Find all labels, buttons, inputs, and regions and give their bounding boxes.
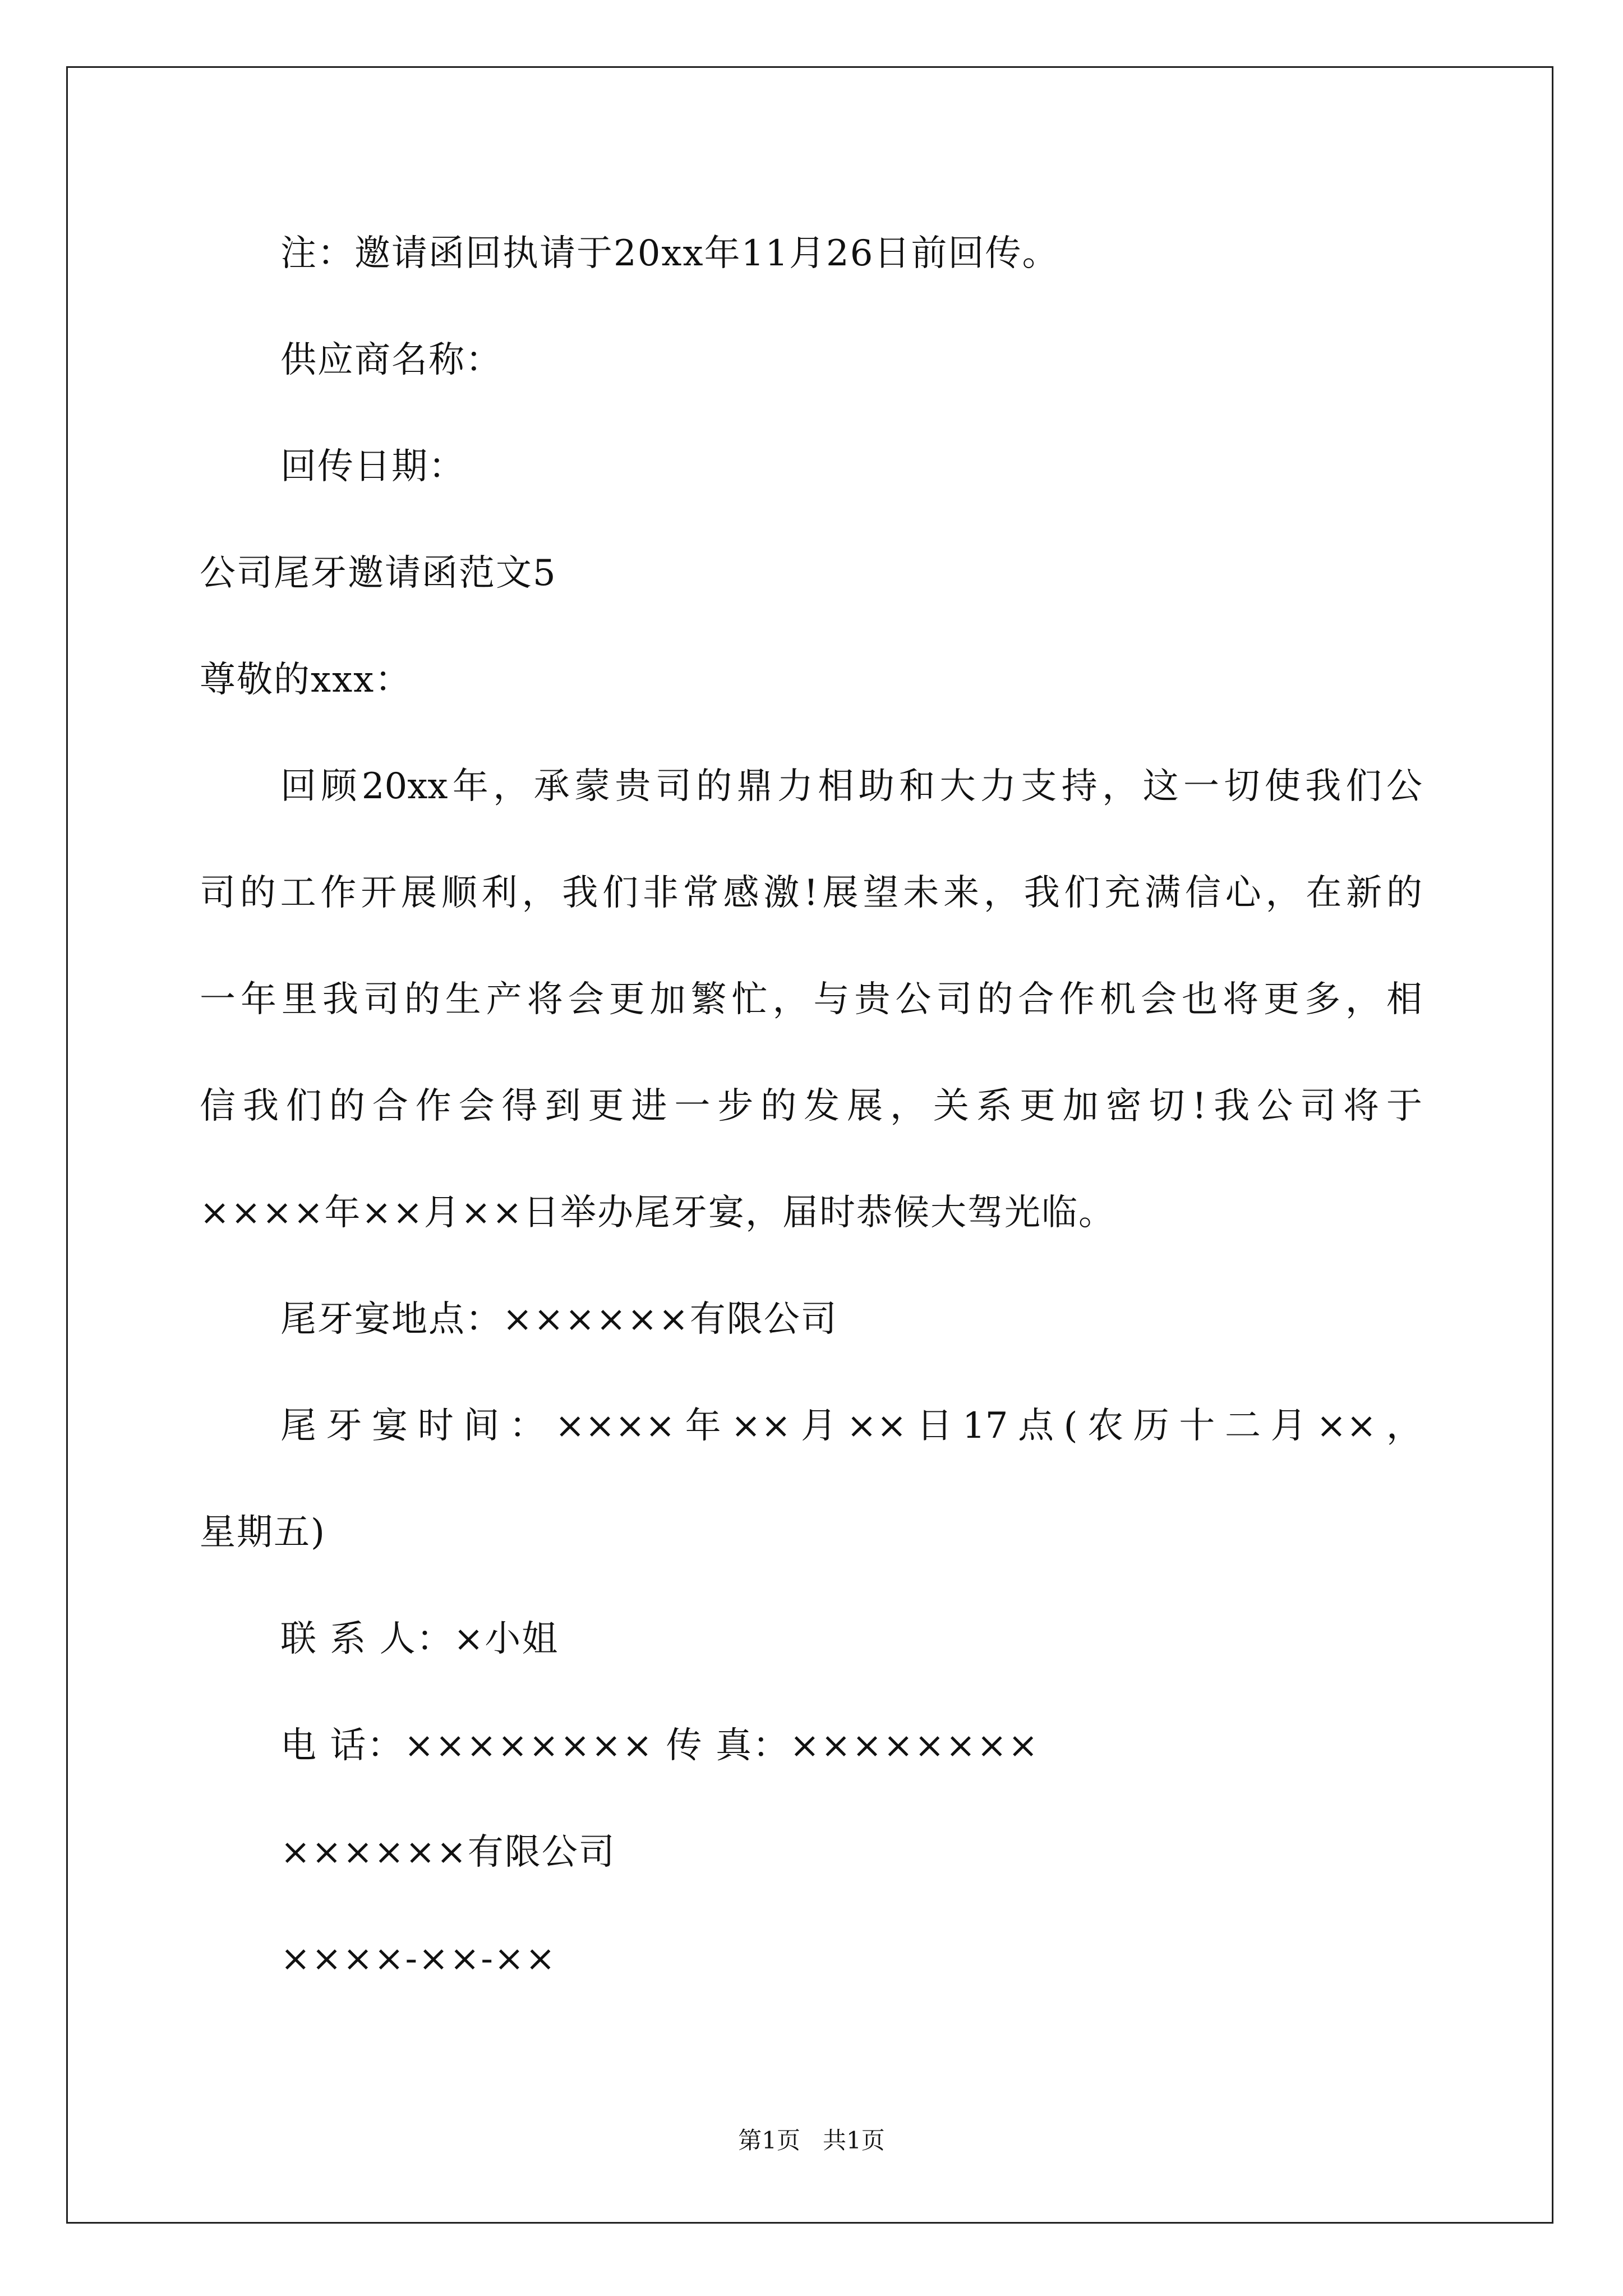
supplier-name-line: 供应商名称： [280, 339, 502, 381]
page-number-footer: 第1页 共1页 [738, 2127, 885, 2154]
company-signature: ××××××有限公司 [280, 1832, 616, 1873]
return-date-line: 回传日期： [280, 446, 465, 487]
body-paragraph-line-3: 一年里我司的生产将会更加繁忙，与贵公司的合作机会也将更多，相 [200, 979, 1422, 1020]
phone-fax-line: 电 话：×××××××× 传 真：×××××××× [280, 1725, 1040, 1766]
contact-line: 联 系 人：×小姐 [280, 1618, 559, 1660]
time-line-continued: 星期五) [200, 1512, 326, 1553]
body-paragraph-line-5: ××××年××月××日举办尾牙宴，届时恭候大驾光临。 [200, 1192, 1115, 1234]
body-paragraph-line-4: 信我们的合作会得到更进一步的发展，关系更加密切!我公司将于 [200, 1085, 1422, 1127]
time-line: 尾牙宴时间：××××年××月××日17点(农历十二月××， [280, 1405, 1422, 1447]
section-heading: 公司尾牙邀请函范文5 [200, 553, 557, 594]
page-border [66, 66, 1553, 2224]
body-paragraph-line-2: 司的工作开展顺利，我们非常感激!展望未来，我们充满信心，在新的 [200, 872, 1422, 914]
body-paragraph-line-1: 回顾20xx年，承蒙贵司的鼎力相助和大力支持，这一切使我们公 [280, 766, 1422, 807]
note-line: 注：邀请函回执请于20xx年11月26日前回传。 [280, 233, 1059, 274]
signature-date: ××××-××-×× [280, 1938, 557, 1980]
salutation: 尊敬的xxx： [200, 659, 412, 701]
venue-line: 尾牙宴地点：××××××有限公司 [280, 1299, 838, 1340]
